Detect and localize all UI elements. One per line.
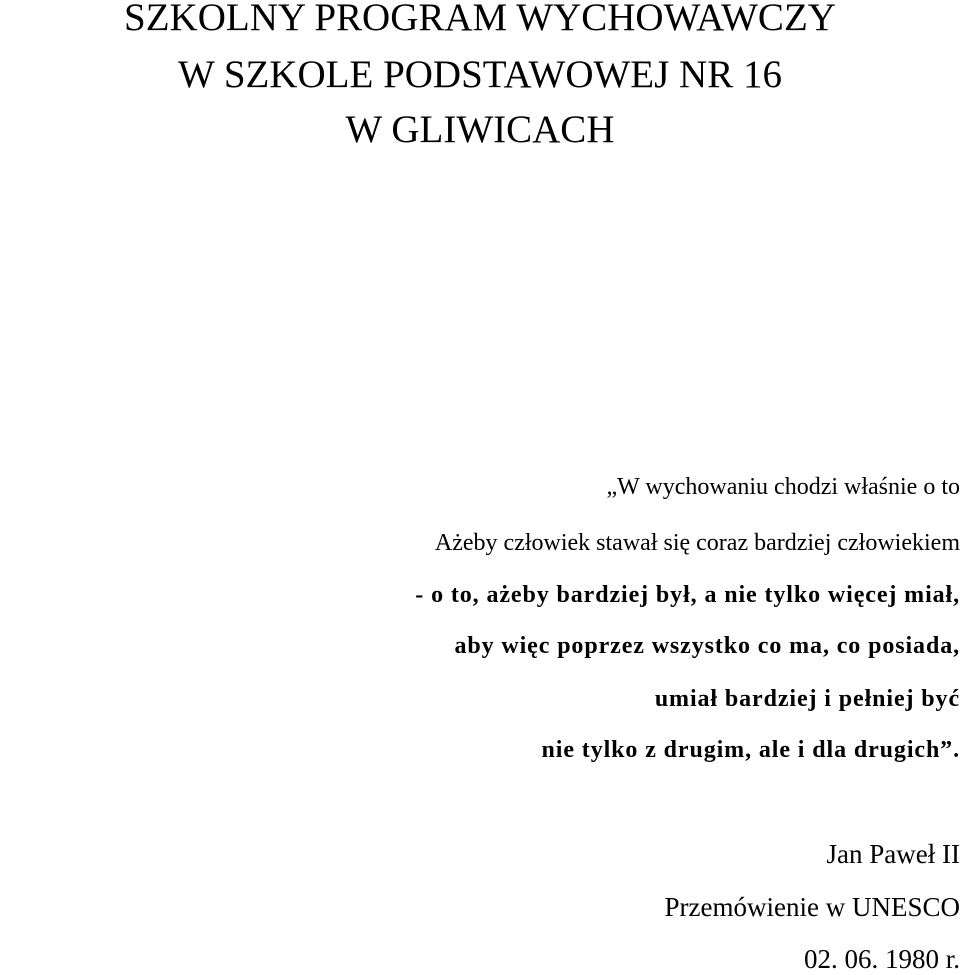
document-title-line-3: W GLIWICACH [345,108,615,151]
document-title-line-1: SZKOLNY PROGRAM WYCHOWAWCZY [124,0,836,39]
quote-date: 02. 06. 1980 r. [803,944,960,974]
motto-line-2: Ażeby człowiek stawał się coraz bardziej człowiekiem [434,530,960,556]
motto-line-4: aby więc poprzez wszystko co ma, co posiada, [454,633,960,659]
quote-author: Jan Paweł II [826,839,960,869]
quote-source: Przemówienie w UNESCO [664,892,960,922]
document-title-line-2: W SZKOLE PODSTAWOWEJ NR 16 [177,53,782,96]
motto-line-6: nie tylko z drugim, ale i dla drugich”. [541,737,960,763]
motto-line-1: „W wychowaniu chodzi właśnie o to [606,474,960,500]
motto-line-3: - o to, ażeby bardziej był, a nie tylko więcej miał, [415,582,960,608]
motto-line-5: umiał bardziej i pełniej być [654,686,960,712]
